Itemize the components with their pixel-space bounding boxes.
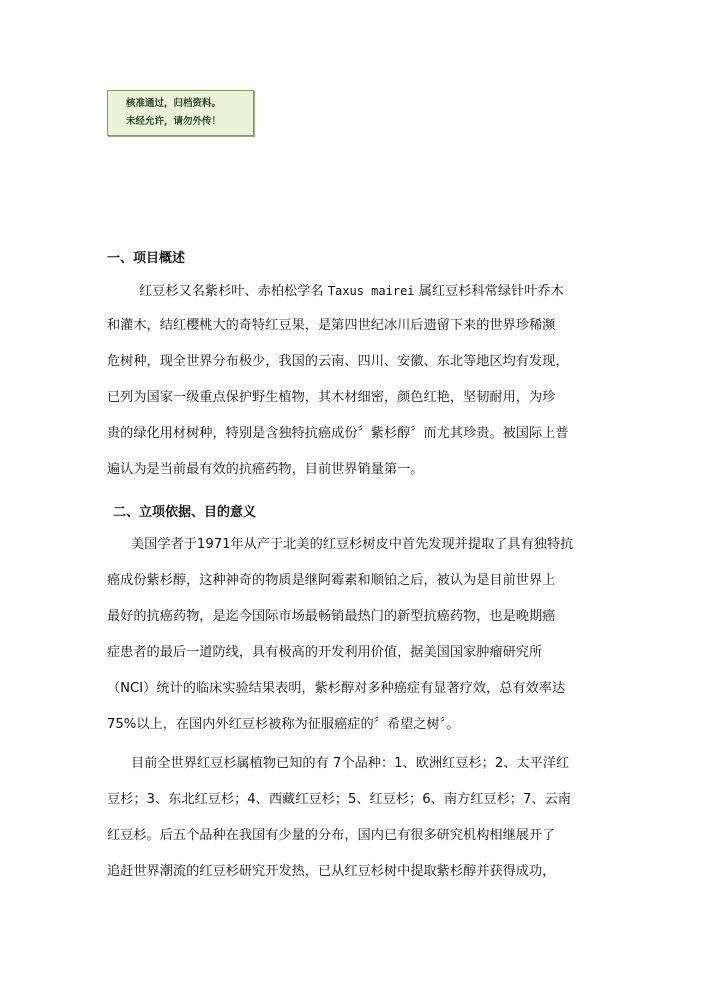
paragraph-line: 贵的绿化用材树种，特别是含独特抗癌成份〞紫杉醇〞而尤其珍贵。被国际上普 <box>107 426 569 441</box>
paragraph-line: 已列为国家一级重点保护野生植物，其木材细密，颜色红艳，坚韧耐用，为珍 <box>107 390 556 405</box>
paragraph-line <box>139 283 564 300</box>
paragraph-text: 属红豆杉科常绿针叶乔木 <box>414 284 564 299</box>
paragraph-line: 危树种，现全世界分布极少，我国的云南、四川、安徽、东北等地区均有发现， <box>107 354 569 369</box>
paragraph-line: 和灌木，结红樱桃大的奇特红豆果，是第四世纪冰川后遗留下来的世界珍稀濒 <box>107 318 556 333</box>
paragraph-line: 豆杉；3、东北红豆杉；4、西藏红豆杉；5、红豆杉；6、南方红豆杉；7、云南 <box>107 792 571 807</box>
paragraph-line: 遍认为是当前最有效的抗癌药物，目前世界销量第一。 <box>107 462 424 477</box>
paragraph-line: 症患者的最后一道防线，具有极高的开发利用价值，据美国国家肿瘤研究所 <box>107 645 543 660</box>
section-heading-overview: 一、项目概述 <box>107 251 186 266</box>
paragraph-line: 追赶世界潮流的红豆杉研究开发热，已从红豆杉树中提取紫杉醇并获得成功， <box>107 864 556 879</box>
paragraph-line: 美国学者于1971年从产于北美的红豆杉树皮中首先发现并提取了具有独特抗 <box>131 537 574 552</box>
paragraph-line: （NCI）统计的临床实验结果表明，紫杉醇对多种癌症有显著疗效，总有效率达 <box>107 681 566 696</box>
paragraph-line: 红豆杉。后五个品种在我国有少量的分布，国内已有很多研究机构相继展开了 <box>107 828 556 843</box>
paragraph-line: 最好的抗癌药物，是迄今国际市场最畅销最热门的新型抗癌药物，也是晚期癌 <box>107 609 556 624</box>
paragraph-line: 目前全世界红豆杉属植物已知的有 7个品种：1、欧洲红豆杉；2、太平洋红 <box>131 756 570 771</box>
notice-line-approved: 核准通过，归档资料。 <box>126 98 222 109</box>
latin-name: Taxus mairei <box>327 284 415 298</box>
paragraph-text: 红豆杉又名紫杉叶、赤柏松学名 <box>139 284 328 299</box>
notice-line-confidential: 未经允许，请勿外传！ <box>126 116 222 127</box>
section-heading-basis: 二、立项依据、目的意义 <box>113 505 257 520</box>
archive-notice-box <box>107 90 254 136</box>
paragraph-line: 75%以上，在国内外红豆杉被称为征服癌症的〞希望之树〞。 <box>107 717 460 732</box>
paragraph-line: 癌成份紫杉醇，这种神奇的物质是继阿霉素和顺铂之后，被认为是目前世界上 <box>107 573 556 588</box>
